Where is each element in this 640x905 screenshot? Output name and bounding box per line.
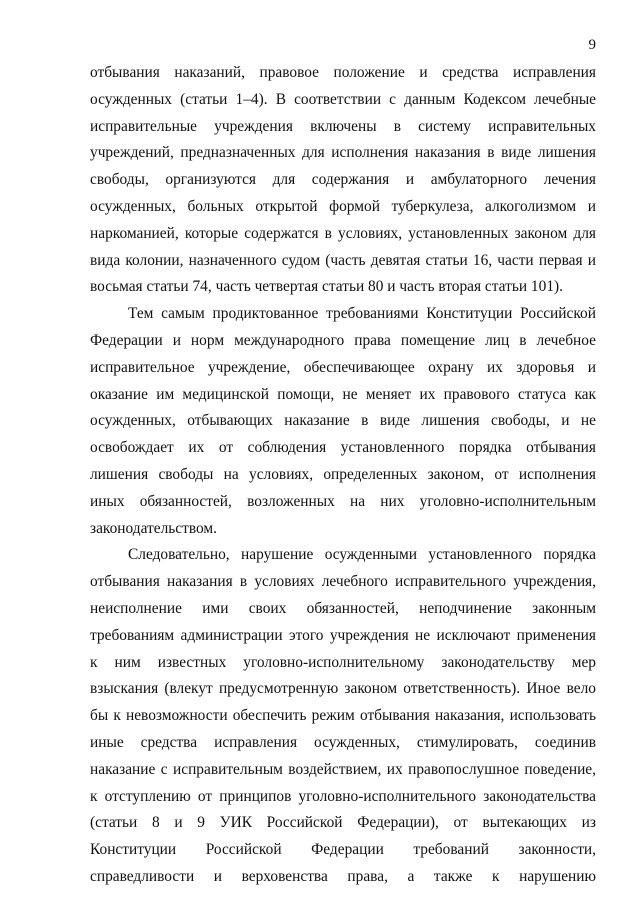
text-line: исправительные учреждения включены в систему исправительных bbox=[90, 117, 596, 135]
text-line: вида колонии, назначенного судом (часть девятая статьи 16, части первая и bbox=[90, 251, 596, 269]
text-line: Федерации и норм международного права помещение лиц в лечебное bbox=[90, 331, 596, 349]
text-line: свободы, организуются для содержания и амбулаторного лечения bbox=[90, 171, 596, 189]
text-line: к отступлению от принципов уголовно-исполнительного законодательства bbox=[90, 787, 596, 805]
text-line: законодательством. bbox=[90, 519, 218, 537]
text-line: восьмая статьи 74, часть четвертая статьи 80 и часть вторая статьи 101). bbox=[90, 278, 563, 296]
text-line: осужденных, больных открытой формой туберкулеза, алкоголизмом и bbox=[90, 197, 596, 215]
text-line: Тем самым продиктованное требованиями Конституции Российской bbox=[128, 305, 596, 323]
text-line: бы к невозможности обеспечить режим отбывания наказания, использовать bbox=[90, 707, 596, 725]
text-line: отбывания наказаний, правовое положение и средства исправления bbox=[90, 64, 596, 81]
text-line: справедливости и верховенства права, а также к нарушению bbox=[90, 867, 596, 885]
text-line: к ним известных уголовно-исполнительному законодательству мер bbox=[90, 653, 596, 671]
text-line: освобождает их от соблюдения установленного порядка отбывания bbox=[90, 439, 596, 457]
text-line: осужденных (статьи 1–4). В соответствии с данным Кодексом лечебные bbox=[90, 90, 596, 108]
text-line: иных обязанностей, возложенных на них уголовно-исполнительным bbox=[90, 492, 596, 510]
text-line: требованиям администрации этого учреждения не исключают применения bbox=[90, 626, 596, 644]
text-line: лишения свободы на условиях, определенных законом, от исполнения bbox=[90, 465, 596, 483]
text-line: осужденных, отбывающих наказание в виде лишения свободы, и не bbox=[90, 412, 596, 430]
text-line: оказание им медицинской помощи, не меняет их правового статуса как bbox=[90, 385, 596, 403]
text-line: наказание с исправительным воздействием, их правопослушное поведение, bbox=[90, 760, 596, 778]
paragraph-2 bbox=[90, 301, 596, 542]
text-line: исправительное учреждение, обеспечивающее охрану их здоровья и bbox=[90, 358, 596, 376]
text-line: взыскания (влекут предусмотренную законом ответственность). Иное вело bbox=[90, 680, 596, 698]
text-line: наркоманией, которые содержатся в условиях, установленных законом для bbox=[90, 224, 596, 242]
text-line: Конституции Российской Федерации требований законности, bbox=[90, 841, 596, 859]
page-number: 9 bbox=[588, 37, 596, 53]
text-line: (статьи 8 и 9 УИК Российской Федерации), от вытекающих из bbox=[90, 814, 596, 832]
paragraph-1 bbox=[90, 60, 596, 301]
text-line: неисполнение ими своих обязанностей, неподчинение законным bbox=[90, 599, 596, 617]
text-line: учреждений, предназначенных для исполнения наказания в виде лишения bbox=[90, 144, 596, 162]
text-line: отбывания наказания в условиях лечебного исправительного учреждения, bbox=[90, 573, 596, 591]
text-line: иные средства исправления осужденных, стимулировать, соединив bbox=[90, 733, 596, 751]
document-body bbox=[90, 60, 596, 891]
text-line: Следовательно, нарушение осужденными установленного порядка bbox=[128, 546, 596, 564]
paragraph-3 bbox=[90, 542, 596, 890]
